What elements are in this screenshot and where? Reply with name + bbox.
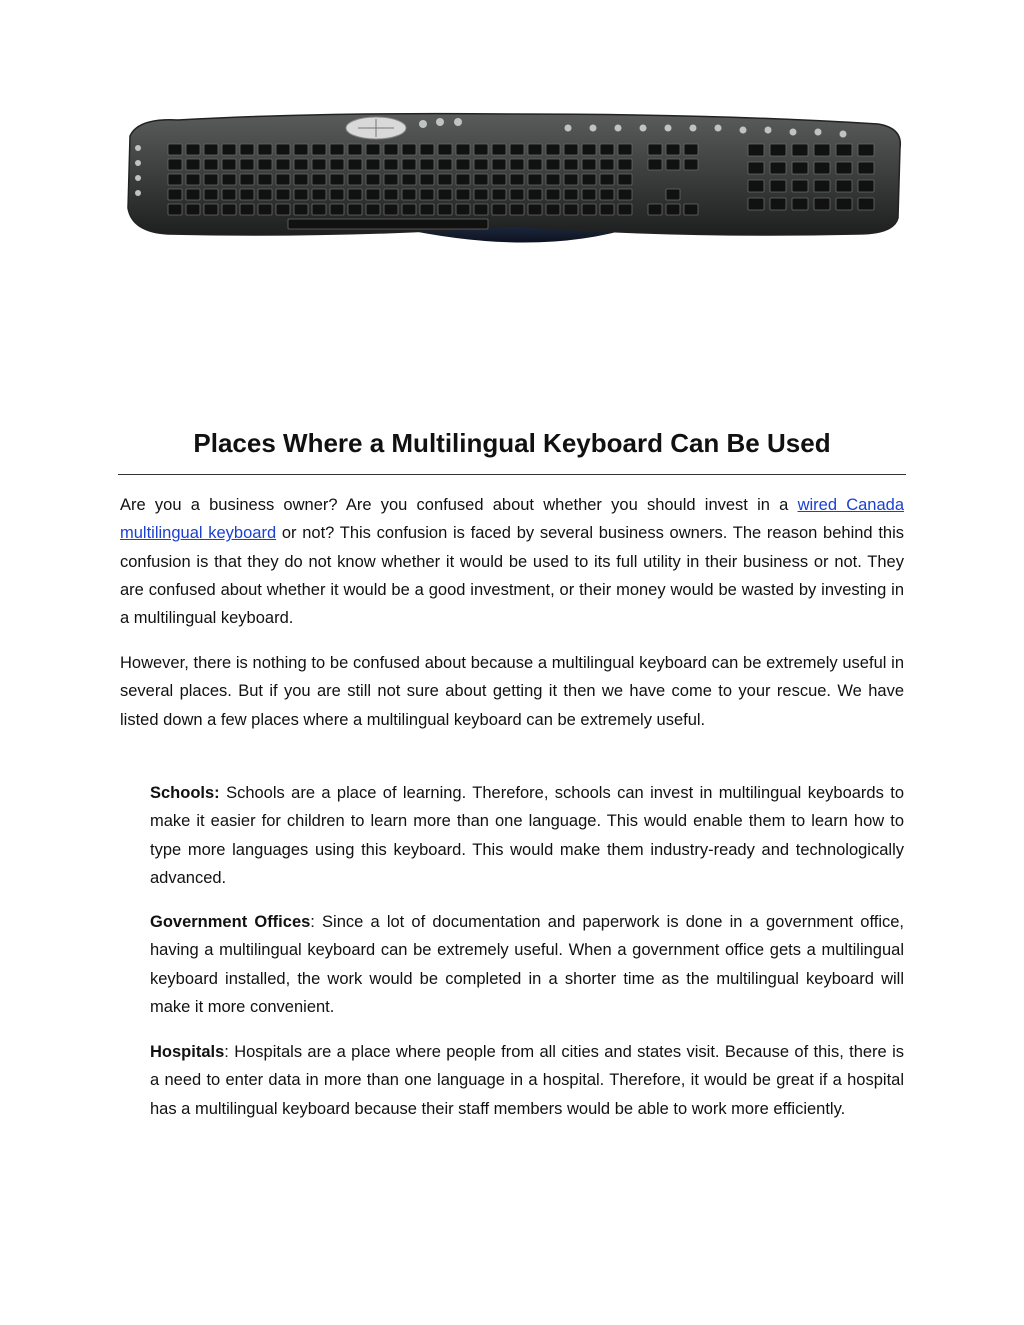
place-heading: Hospitals: [150, 1043, 225, 1061]
wired-keyboard-link[interactable]: wired Canada multilingual keyboard: [120, 496, 905, 543]
place-heading: Schools:: [150, 784, 220, 802]
intro-paragraph: [120, 491, 904, 632]
place-item-hospitals: [150, 1038, 904, 1123]
keyboard-image: [118, 108, 908, 258]
title-divider: [118, 474, 906, 475]
place-text: : Hospitals are a place where people from all cities and states visit. Because of this, there is a need to enter data in more than one language in a hospital. Therefore, it would be great if a hospital has a multilingual keyboard because their staff members would be able to work more efficiently.: [150, 1043, 904, 1118]
place-item-schools: [150, 779, 904, 892]
intro-text-before-link: Are you a business owner? Are you confused about whether you should invest in a: [120, 496, 798, 514]
place-heading: Government Offices: [150, 913, 311, 931]
place-text: Schools are a place of learning. Therefore, schools can invest in multilingual keyboards to make it easier for children to learn more than one language. This would enable them to learn how to type more languages using this keyboard. This would make them industry-ready and technologically advanced.: [150, 784, 904, 887]
second-paragraph: However, there is nothing to be confused about because a multilingual keyboard can be extremely useful in several places. But if you are still not sure about getting it then we have come to your rescue. We have listed down a few places where a multilingual keyboard can be extremely useful.: [120, 654, 904, 729]
page-title: Places Where a Multilingual Keyboard Can Be Used: [193, 428, 831, 458]
place-text: : Since a lot of documentation and paperwork is done in a government office, having a multilingual keyboard can be extremely useful. When a government office gets a multilingual keyboard installed, the work would be completed in a shorter time as the multilingual keyboard will make it more convenient.: [150, 913, 904, 1016]
place-item-government-offices: [150, 908, 904, 1021]
intro-text-after-link: or not? This confusion is faced by several business owners. The reason behind this confusion is that they do not know whether it would be used to its full utility in their business or not. They are confused about whether it would be a good investment, or their money would be wasted by investing in a multilingual keyboard.: [120, 524, 904, 628]
